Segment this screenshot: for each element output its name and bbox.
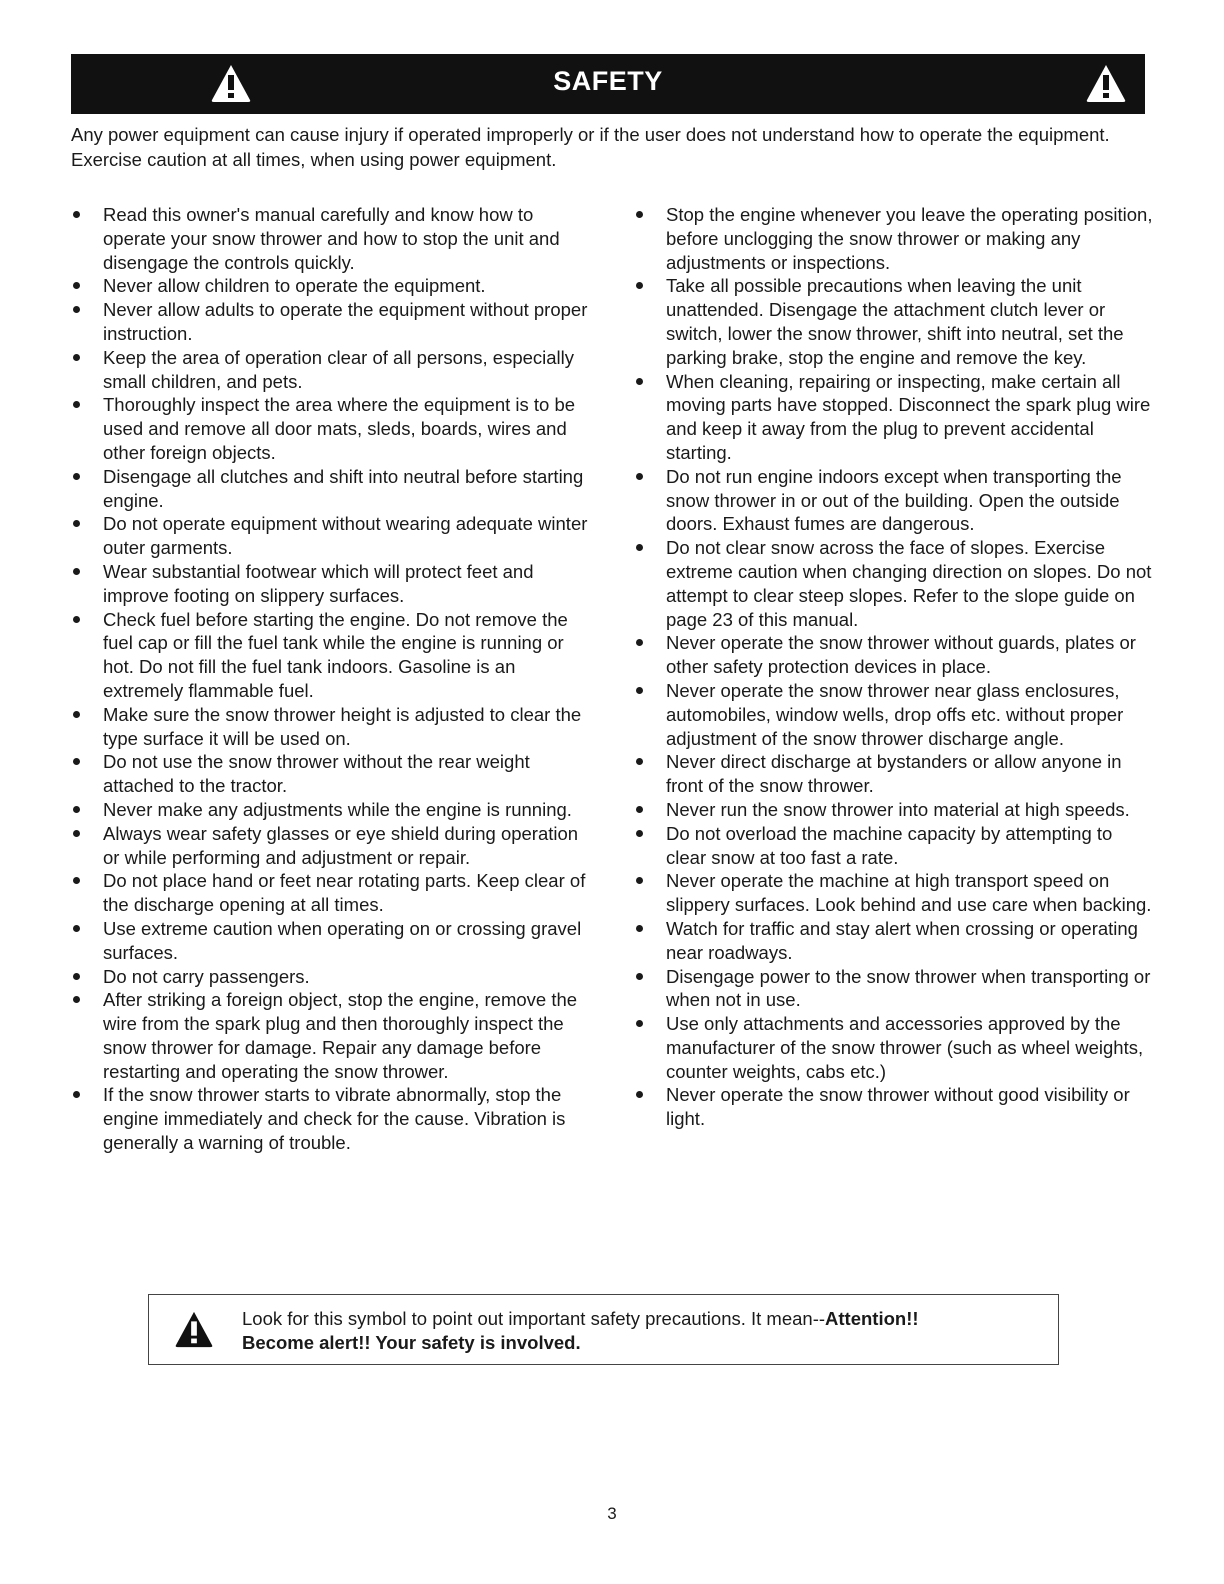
list-item [71, 346, 591, 394]
list-item-text: Keep the area of operation clear of all persons, especially small children, and pets. [103, 346, 575, 392]
bullet-icon [73, 306, 80, 313]
list-item [634, 750, 1154, 798]
list-item [71, 393, 591, 464]
list-item-text: Watch for traffic and stay alert when crossing or operating near roadways. [666, 917, 1138, 963]
bullet-icon [73, 401, 80, 408]
callout-text [242, 1307, 1052, 1355]
bullet-icon [636, 687, 643, 694]
list-item [71, 608, 591, 703]
bullet-icon [73, 354, 80, 361]
list-item [71, 988, 591, 1083]
bullet-icon [73, 211, 80, 218]
list-item-text: Always wear safety glasses or eye shield during operation or while performing and adjustment or repair. [103, 822, 579, 868]
warning-triangle-icon [173, 1309, 215, 1349]
bullet-icon [636, 282, 643, 289]
list-item [71, 822, 591, 870]
callout-alert: Become alert!! Your safety is involved. [242, 1332, 581, 1353]
list-item [634, 1083, 1154, 1131]
bullet-icon [73, 473, 80, 480]
list-item [71, 965, 591, 989]
bullet-icon [73, 568, 80, 575]
callout-lead: Look for this symbol to point out important safety precautions. It mean-- [242, 1308, 826, 1329]
list-item [634, 917, 1154, 965]
list-item [71, 560, 591, 608]
list-item-text: Make sure the snow thrower height is adjusted to clear the type surface it will be used on. [103, 703, 582, 749]
list-item-text: Use extreme caution when operating on or crossing gravel surfaces. [103, 917, 582, 963]
list-item [634, 869, 1154, 917]
bullet-icon [73, 616, 80, 623]
list-item [634, 965, 1154, 1013]
bullet-icon [73, 711, 80, 718]
list-item [634, 370, 1154, 465]
list-item-text: Do not run engine indoors except when transporting the snow thrower in or out of the building. Open the outside doors. Exhaust fumes are dangerous. [666, 465, 1122, 535]
list-item-text: Never allow adults to operate the equipment without proper instruction. [103, 299, 588, 344]
list-item [71, 512, 591, 560]
bullet-icon [73, 1091, 80, 1098]
list-item-text: Never allow children to operate the equipment. [103, 275, 486, 297]
list-item-text: After striking a foreign object, stop the engine, remove the wire from the spark plug and then thoroughly inspect the snow thrower for damage. Repair any damage before restarting and operating the snow thrower. [103, 989, 578, 1082]
bullet-icon [636, 1091, 643, 1098]
list-item-text: Never direct discharge at bystanders or allow anyone in front of the snow thrower. [666, 751, 1122, 797]
list-item-text: Never run the snow thrower into material at high speeds. [666, 798, 1130, 820]
bullet-icon [636, 544, 643, 551]
callout-attention: Attention!! [825, 1308, 919, 1329]
list-item [71, 298, 591, 346]
list-item [634, 798, 1154, 822]
list-item-text: Stop the engine whenever you leave the operating position, before unclogging the snow thrower or making any adjustments or inspections. [666, 204, 1153, 273]
list-item [634, 203, 1154, 274]
list-item [634, 536, 1154, 631]
warning-triangle-icon [1084, 62, 1128, 104]
bullet-icon [73, 282, 80, 289]
page-number: 3 [607, 1504, 617, 1523]
bullet-icon [73, 830, 80, 837]
intro-paragraph: Any power equipment can cause injury if operated improperly or if the user does not understand how to operate the equipment. Exercise caution at all times, when using power equipment. [71, 124, 1110, 170]
list-item [71, 465, 591, 513]
bullet-icon [73, 758, 80, 765]
left-safety-list [71, 203, 591, 1155]
bullet-icon [636, 639, 643, 646]
list-item-text: Do not place hand or feet near rotating parts. Keep clear of the discharge opening at all times. [103, 870, 586, 916]
bullet-icon [636, 1020, 643, 1027]
list-item [71, 750, 591, 798]
bullet-icon [636, 877, 643, 884]
list-item [71, 917, 591, 965]
page-title: SAFETY [553, 66, 663, 96]
list-item-text: Do not carry passengers. [103, 965, 310, 987]
list-item-text: Wear substantial footwear which will protect feet and improve footing on slippery surfaces. [103, 560, 534, 606]
right-safety-list [634, 203, 1154, 1131]
bullet-icon [636, 758, 643, 765]
list-item-text: Use only attachments and accessories approved by the manufacturer of the snow thrower (such as wheel weights, counter weights, cabs etc.) [666, 1013, 1144, 1082]
list-item [71, 274, 591, 298]
list-item-text: Never operate the machine at high transport speed on slippery surfaces. Look behind and use care when backing. [666, 870, 1152, 916]
list-item-text: Check fuel before starting the engine. Do not remove the fuel cap or fill the fuel tank while the engine is running or hot. Do not fill the fuel tank indoors. Gasoline is an extremely flammable fuel. [103, 608, 568, 701]
list-item [634, 274, 1154, 369]
list-item-text: Take all possible precautions when leaving the unit unattended. Disengage the attachment clutch lever or switch, lower the snow thrower, shift into neutral, set the parking brake, stop the engine and remove the key. [666, 275, 1124, 368]
bullet-icon [636, 806, 643, 813]
bullet-icon [636, 830, 643, 837]
bullet-icon [73, 806, 80, 813]
list-item-text: Do not clear snow across the face of slopes. Exercise extreme caution when changing direction on slopes. Do not attempt to clear steep slopes. Refer to the slope guide on page 23 of this manual. [666, 537, 1152, 630]
list-item [71, 703, 591, 751]
list-item-text: Never operate the snow thrower near glass enclosures, automobiles, window wells, drop offs etc. without proper adjustment of the snow thrower discharge angle. [666, 679, 1124, 749]
list-item [71, 798, 591, 822]
safety-header-banner [71, 54, 1145, 114]
list-item-text: Disengage all clutches and shift into neutral before starting engine. [103, 465, 584, 511]
bullet-icon [73, 520, 80, 527]
list-item-text: Do not operate equipment without wearing adequate winter outer garments. [103, 513, 588, 559]
list-item [71, 203, 591, 274]
bullet-icon [73, 973, 80, 980]
list-item-text: Never operate the snow thrower without good visibility or light. [666, 1084, 1130, 1130]
bullet-icon [636, 211, 643, 218]
list-item-text: Thoroughly inspect the area where the equipment is to be used and remove all door mats, sleds, boards, wires and other foreign objects. [103, 394, 576, 463]
bullet-icon [73, 996, 80, 1003]
list-item [634, 631, 1154, 679]
list-item [634, 465, 1154, 536]
list-item-text: If the snow thrower starts to vibrate abnormally, stop the engine immediately and check for the cause. Vibration is generally a warning of trouble. [103, 1084, 566, 1154]
bullet-icon [73, 877, 80, 884]
list-item-text: When cleaning, repairing or inspecting, make certain all moving parts have stopped. Disconnect the spark plug wire and keep it away from the plug to prevent accidental starting. [666, 370, 1151, 463]
list-item-text: Never make any adjustments while the engine is running. [103, 798, 572, 820]
bullet-icon [73, 925, 80, 932]
bullet-icon [636, 973, 643, 980]
list-item-text: Do not overload the machine capacity by attempting to clear snow at too fast a rate. [666, 822, 1113, 868]
list-item [71, 869, 591, 917]
bullet-icon [636, 473, 643, 480]
bullet-icon [636, 925, 643, 932]
list-item-text: Read this owner's manual carefully and know how to operate your snow thrower and how to stop the unit and disengage the controls quickly. [103, 204, 560, 273]
list-item [634, 822, 1154, 870]
list-item [634, 679, 1154, 750]
list-item-text: Do not use the snow thrower without the rear weight attached to the tractor. [103, 751, 530, 797]
list-item-text: Never operate the snow thrower without guards, plates or other safety protection devices in place. [666, 632, 1136, 678]
list-item-text: Disengage power to the snow thrower when transporting or when not in use. [666, 965, 1151, 1011]
bullet-icon [636, 378, 643, 385]
safety-symbol-callout [148, 1294, 1059, 1365]
list-item [71, 1083, 591, 1154]
list-item [634, 1012, 1154, 1083]
